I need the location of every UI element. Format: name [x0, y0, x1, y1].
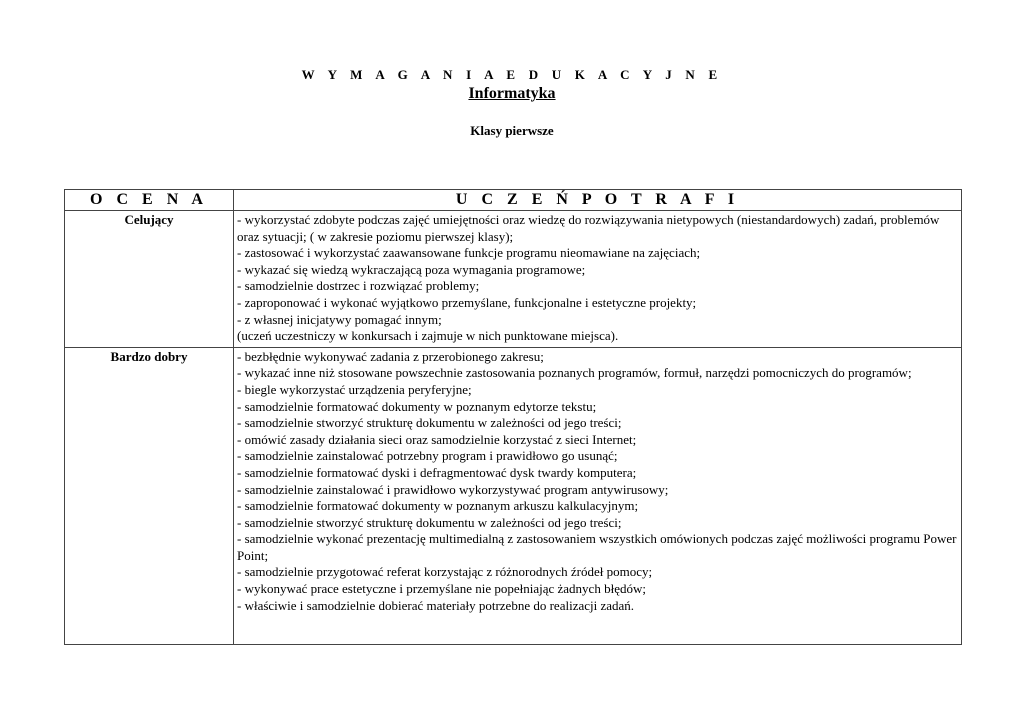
grade-cell-bardzo-dobry: Bardzo dobry — [65, 347, 234, 644]
skill-item: - samodzielnie formatować dokumenty w poznanym edytorze tekstu; — [237, 398, 597, 414]
table-row — [65, 347, 962, 644]
skill-item: - wykazać inne niż stosowane powszechnie zastosowania poznanych programów, formuł, narzędzi pomocniczych do programów; — [237, 365, 912, 381]
skill-item: (uczeń uczestniczy w konkursach i zajmuje w nich punktowane miejsca). — [237, 328, 619, 344]
skill-item: - z własnej inicjatywy pomagać innym; — [237, 311, 442, 327]
skill-item: - biegle wykorzystać urządzenia peryferyjne; — [237, 381, 472, 397]
skill-item: - samodzielnie wykonać prezentację multimedialną z zastosowaniem wszystkich omówionych podczas zajęć możliwości programu Power Point; — [237, 531, 957, 563]
grade-column-header: O C E N A — [65, 190, 234, 211]
skill-item: - samodzielnie dostrzec i rozwiązać problemy; — [237, 278, 480, 294]
grade-cell-celujacy: Celujący — [65, 211, 234, 348]
document-header — [0, 66, 1024, 138]
skills-cell-celujacy — [234, 211, 962, 348]
skill-item: - zastosować i wykorzystać zaawansowane funkcje programu nieomawiane na zajęciach; — [237, 245, 701, 261]
skill-item: - wykonywać prace estetyczne i przemyślane nie popełniając żadnych błędów; — [237, 581, 646, 597]
table-row — [65, 211, 962, 348]
skill-item: - samodzielnie formatować dokumenty w poznanym arkuszu kalkulacyjnym; — [237, 498, 639, 514]
skill-item: - omówić zasady działania sieci oraz samodzielnie korzystać z sieci Internet; — [237, 431, 637, 447]
skill-item: - właściwie i samodzielnie dobierać materiały potrzebne do realizacji zadań. — [237, 597, 635, 613]
skill-item: - samodzielnie stworzyć strukturę dokumentu w zależności od jego treści; — [237, 514, 622, 530]
skill-item: - wykazać się wiedzą wykraczającą poza wymagania programowe; — [237, 261, 586, 277]
skill-item: - bezbłędnie wykonywać zadania z przerobionego zakresu; — [237, 348, 544, 364]
document-title: W Y M A G A N I A E D U K A C Y J N E — [301, 67, 723, 82]
skills-cell-bardzo-dobry — [234, 347, 962, 644]
skill-item: - samodzielnie przygotować referat korzystając z różnorodnych źródeł pomocy; — [237, 564, 653, 580]
skill-item: - samodzielnie stworzyć strukturę dokumentu w zależności od jego treści; — [237, 415, 622, 431]
classes-subtitle: Klasy pierwsze — [470, 123, 554, 138]
skills-column-header: U C Z E Ń P O T R A F I — [234, 190, 962, 211]
table-header-row — [65, 190, 962, 211]
skill-item: - zaproponować i wykonać wyjątkowo przemyślane, funkcjonalne i estetyczne projekty; — [237, 294, 697, 310]
skill-item: - samodzielnie zainstalować potrzebny program i prawidłowo go usunąć; — [237, 448, 618, 464]
skill-item: - samodzielnie zainstalować i prawidłowo wykorzystywać program antywirusowy; — [237, 481, 669, 497]
skill-item: - wykorzystać zdobyte podczas zajęć umiejętności oraz wiedzę do rozwiązywania nietypowych (niestandardowych) zadań, problemów oraz sytuacji; ( w zakresie poziomu pierwszej klasy); — [237, 212, 940, 244]
subject-title: Informatyka — [468, 85, 556, 102]
requirements-table — [64, 189, 962, 645]
skill-item: - samodzielnie formatować dyski i defragmentować dysk twardy komputera; — [237, 464, 637, 480]
